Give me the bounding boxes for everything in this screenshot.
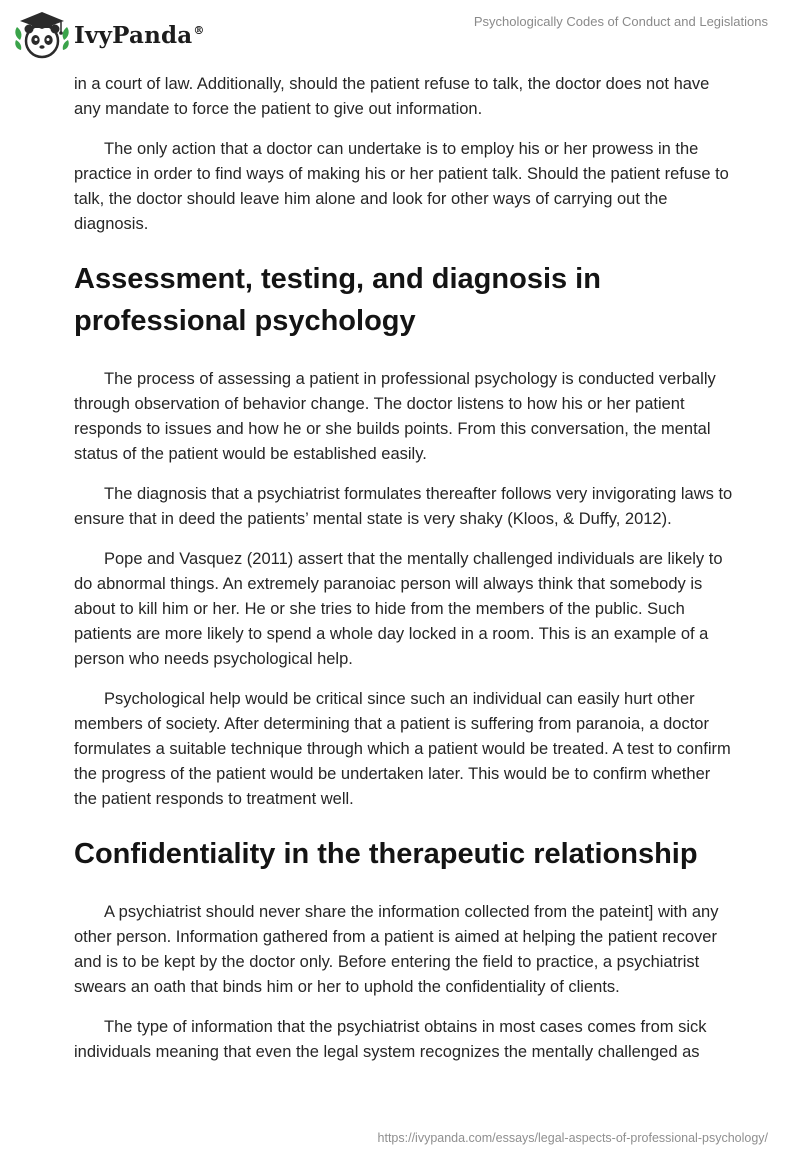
essay-content xyxy=(74,72,734,1080)
paragraph: The type of information that the psychiatrist obtains in most cases comes from sick individuals meaning that even the legal system recognizes the mentally challenged as xyxy=(74,1018,707,1061)
brand-name: IvyPanda® xyxy=(74,21,205,49)
section-heading-confidentiality: Confidentiality in the therapeutic relationship xyxy=(74,838,698,870)
ivypanda-logo[interactable] xyxy=(14,10,205,60)
page-header xyxy=(0,0,800,66)
paragraph: A psychiatrist should never share the information collected from the pateint] with any other person. Information gathered from a patient is aimed at helping the patient recover and is to be kept by the doctor only. Before entering the field to practice, a psychiatrist swears an oath that binds him or her to uphold the confidentiality of clients. xyxy=(74,903,719,996)
source-url-link[interactable]: https://ivypanda.com/essays/legal-aspects-of-professional-psychology/ xyxy=(377,1131,768,1145)
paragraph: Pope and Vasquez (2011) assert that the mentally challenged individuals are likely to do abnormal things. An extremely paranoiac person will always think that somebody is about to kill him or her. He or she tries to hide from the members of the public. Such patients are more likely to spend a whole day locked in a room. This is an example of a person who needs psychological help. xyxy=(74,550,723,668)
panda-graduate-icon xyxy=(14,10,70,60)
section-heading-assessment: Assessment, testing, and diagnosis in professional psychology xyxy=(74,263,601,337)
paragraph: Psychological help would be critical since such an individual can easily hurt other members of society. After determining that a patient is suffering from paranoia, a doctor formulates a suitable technique through which a patient would be treated. A test to confirm the progress of the patient would be undertaken later. This would be to confirm whether the patient responds to treatment well. xyxy=(74,690,731,808)
paragraph: The diagnosis that a psychiatrist formulates thereafter follows very invigorating laws to ensure that in deed the patients’ mental state is very shaky (Kloos, & Duffy, 2012). xyxy=(74,485,733,528)
paragraph: The only action that a doctor can undertake is to employ his or her prowess in the practice in order to find ways of making his or her patient talk. Should the patient refuse to talk, the doctor should leave him alone and look for other ways of carrying out the diagnosis. xyxy=(74,140,729,233)
document-title: Psychologically Codes of Conduct and Legislations xyxy=(473,14,768,29)
registered-mark: ® xyxy=(193,23,205,37)
paragraph: The process of assessing a patient in professional psychology is conducted verbally through observation of behavior change. The doctor listens to how his or her patient responds to issues and how he or she builds points. From this conversation, the mental status of the patient would be established easily. xyxy=(74,370,716,463)
paragraph-continued: in a court of law. Additionally, should the patient refuse to talk, the doctor does not have any mandate to force the patient to give out information. xyxy=(74,75,710,118)
